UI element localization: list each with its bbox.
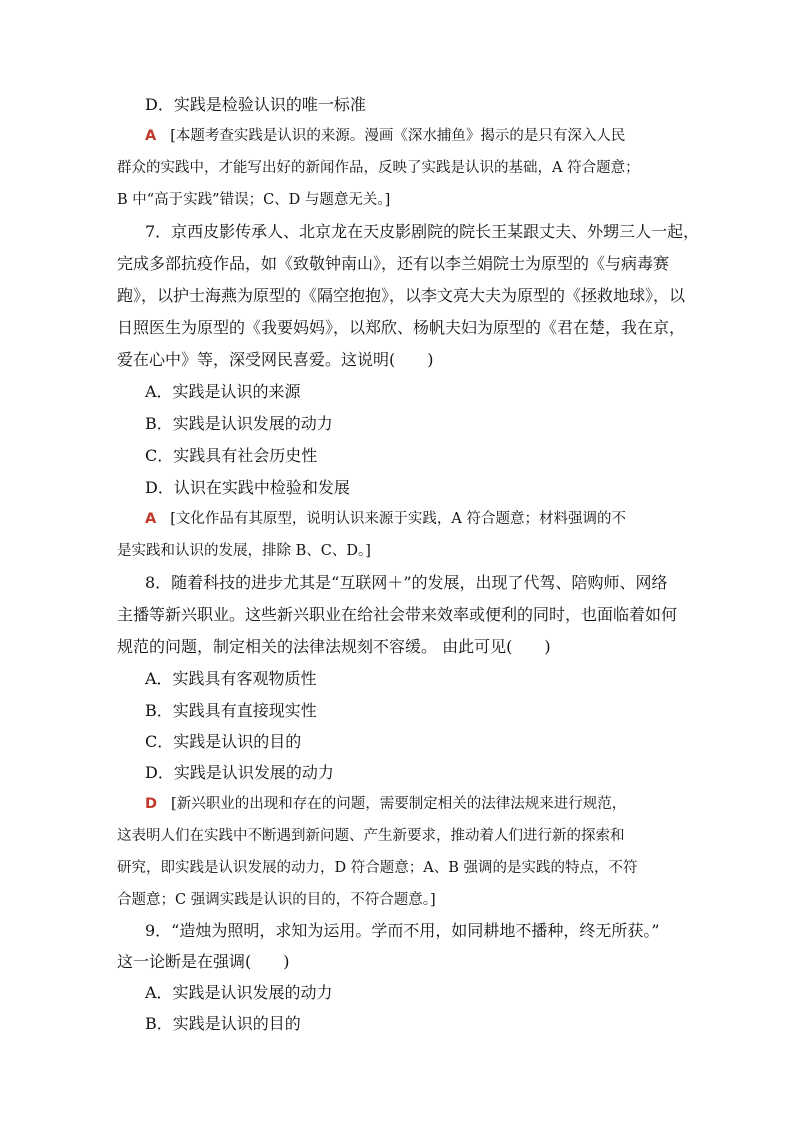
q6-answer-letter: A — [145, 128, 157, 144]
q7-answer-letter: A — [145, 511, 157, 527]
q9-stem-line-1: 9．“造烛为照明，求知为运用。学而不用，如同耕地不播种，终无所获。” — [145, 921, 660, 940]
q7-explanation-line-1: A [文化作品有其原型，说明认识来源于实践，A 符合题意；材料强调的不 — [145, 511, 626, 527]
q8-stem-line-3: 规范的问题，制定相关的法律法规刻不容缓。 由此可见( ) — [117, 637, 551, 656]
q7-option-a: A．实践是认识的来源 — [145, 382, 301, 401]
q9-option-b: B．实践是认识的目的 — [145, 1014, 301, 1033]
q8-option-b: B．实践具有直接现实性 — [145, 701, 317, 720]
q6-explanation-line-2: 群众的实践中，才能写出好的新闻作品，反映了实践是认识的基础，A 符合题意； — [117, 160, 640, 176]
q8-explanation-line-1: D [新兴职业的出现和存在的问题，需要制定相关的法律法规来进行规范， — [145, 796, 627, 812]
q6-explanation-line-1: A [本题考查实践是认识的来源。漫画《深水捕鱼》揭示的是只有深入人民 — [145, 128, 626, 144]
q7-stem-line-2: 完成多部抗疫作品，如《致敬钟南山》，还有以李兰娟院士为原型的《与病毒赛 — [117, 254, 670, 273]
q7-explanation-line-2: 是实践和认识的发展，排除 B、C、D。] — [117, 543, 371, 559]
q9-stem-line-2: 这一论断是在强调( ) — [117, 952, 290, 971]
q8-option-d: D．实践是认识发展的动力 — [145, 763, 334, 782]
q7-stem-line-3: 跑》，以护士海燕为原型的《隔空抱抱》，以李文亮大夫为原型的《拯救地球》，以 — [117, 286, 686, 305]
q8-explanation-line-2: 这表明人们在实践中不断遇到新问题、产生新要求，推动着人们进行新的探索和 — [117, 828, 625, 844]
q8-explanation-line-3: 研究，即实践是认识发展的动力，D 符合题意；A、B 强调的是实践的特点，不符 — [117, 860, 638, 876]
q6-explanation-line-3: B 中“高于实践”错误；C、D 与题意无关。] — [117, 192, 391, 208]
q7-stem-line-1: 7．京西皮影传承人、北京龙在天皮影剧院的院长王某跟丈夫、外甥三人一起， — [145, 222, 700, 241]
q8-option-c: C．实践是认识的目的 — [145, 732, 302, 751]
q7-option-c: C．实践具有社会历史性 — [145, 446, 318, 465]
q8-answer-letter: D — [145, 796, 158, 812]
q7-stem-line-4: 日照医生为原型的《我要妈妈》，以郑欣、杨帆夫妇为原型的《君在楚，我在京， — [117, 318, 686, 337]
q8-stem-line-1: 8．随着科技的进步尤其是“互联网＋”的发展，出现了代驾、陪购师、网络 — [145, 573, 668, 592]
q9-option-a: A．实践是认识发展的动力 — [145, 983, 333, 1002]
q8-explanation-line-4: 合题意；C 强调实践是认识的目的，不符合题意。] — [117, 892, 436, 908]
q8-stem-line-2: 主播等新兴职业。这些新兴职业在给社会带来效率或便利的同时，也面临着如何 — [117, 605, 678, 624]
q6-option-d: D．实践是检验认识的唯一标准 — [145, 95, 366, 114]
q7-option-d: D．认识在实践中检验和发展 — [145, 478, 350, 497]
q7-stem-line-5: 爱在心中》等，深受网民喜爱。这说明( ) — [117, 350, 434, 369]
q8-option-a: A．实践具有客观物质性 — [145, 669, 317, 688]
q7-option-b: B．实践是认识发展的动力 — [145, 414, 333, 433]
